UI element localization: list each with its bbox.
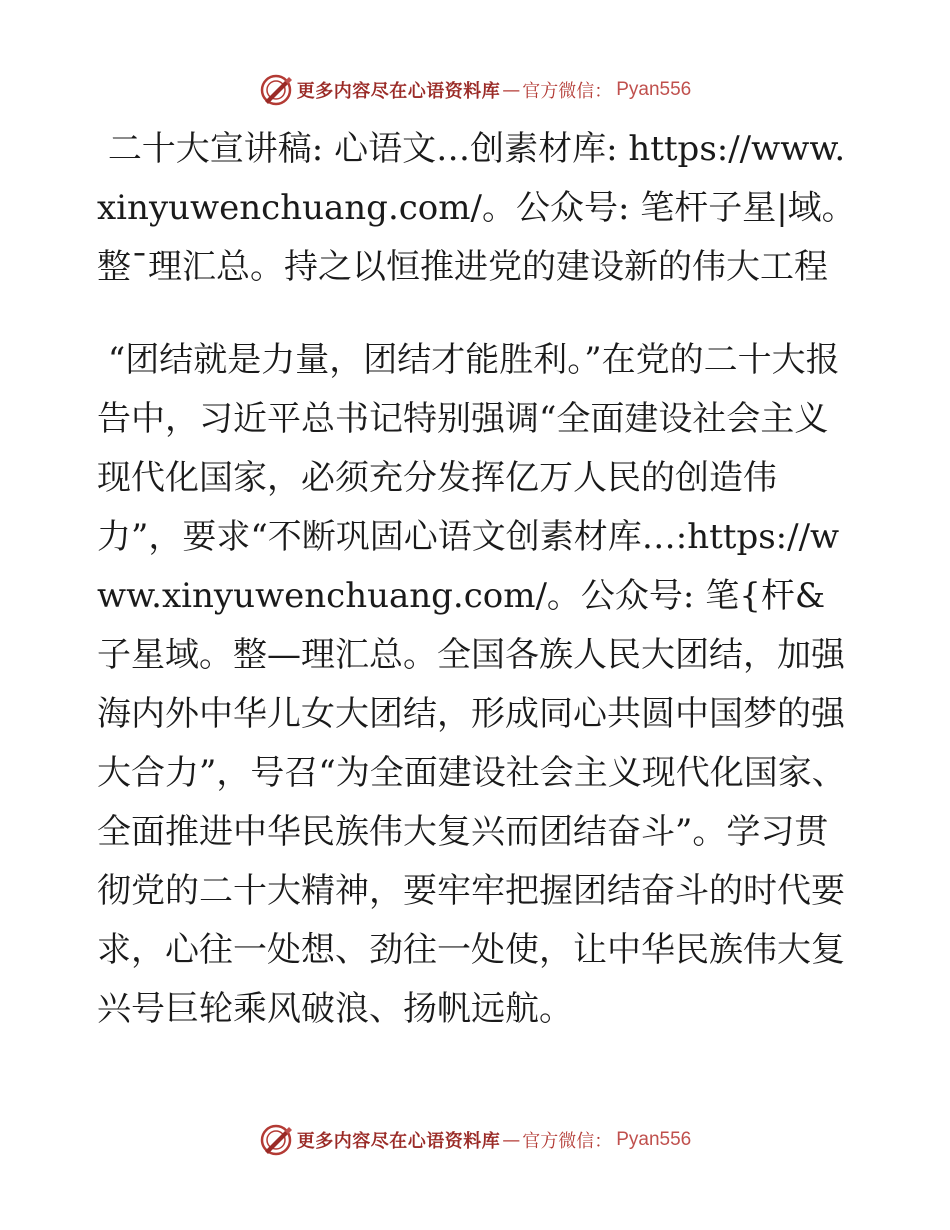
- banner-slogan: 更多内容尽在心语资料库: [296, 1131, 501, 1152]
- banner-wechat-id: Pyan556: [616, 79, 692, 100]
- banner-wechat-label: 官方微信: [522, 81, 595, 102]
- document-body: [97, 120, 857, 1039]
- banner-separator: —: [502, 79, 521, 101]
- banner-colon: ：: [594, 81, 613, 102]
- footer-banner: [0, 1120, 950, 1160]
- header-banner: [0, 70, 950, 110]
- pen-logo-icon: [259, 1123, 293, 1157]
- banner-slogan: 更多内容尽在心语资料库: [296, 81, 501, 102]
- banner-separator: —: [502, 1129, 521, 1151]
- banner-wechat-label: 官方微信: [522, 1131, 595, 1152]
- body-paragraph: “团结就是力量，团结才能胜利。”在党的二十大报告中，习近平总书记特别强调“全面建设社会主义现代化国家，必须充分发挥亿万人民的创造伟力”，要求“不断巩固心语文创素材库…:https://www.xinyuwenchuang.com/。公众号: 笔{杆&子星域。整—理汇总。全国各族人民大团结，加强海内外中华儿女大团结，形成同心共圆中国梦的强大合力”，号召“为全面建设社会主义现代化国家、全面推进中华民族伟大复兴而团结奋斗”。学习贯彻党的二十大精神，要牢牢把握团结奋斗的时代要求，心往一处想、劲往一处使，让中华民族伟大复兴号巨轮乘风破浪、扬帆远航。: [97, 340, 846, 1029]
- pen-logo-icon: [259, 73, 293, 107]
- title-paragraph: 二十大宣讲稿: 心语文…创素材库: https://www.xinyuwenchuang.com/。公众号: 笔杆子星|域。整¯理汇总。持之以恒推进党的建设新的伟大工程: [97, 129, 856, 287]
- banner-wechat-id: Pyan556: [616, 1129, 692, 1150]
- banner-colon: ：: [594, 1131, 613, 1152]
